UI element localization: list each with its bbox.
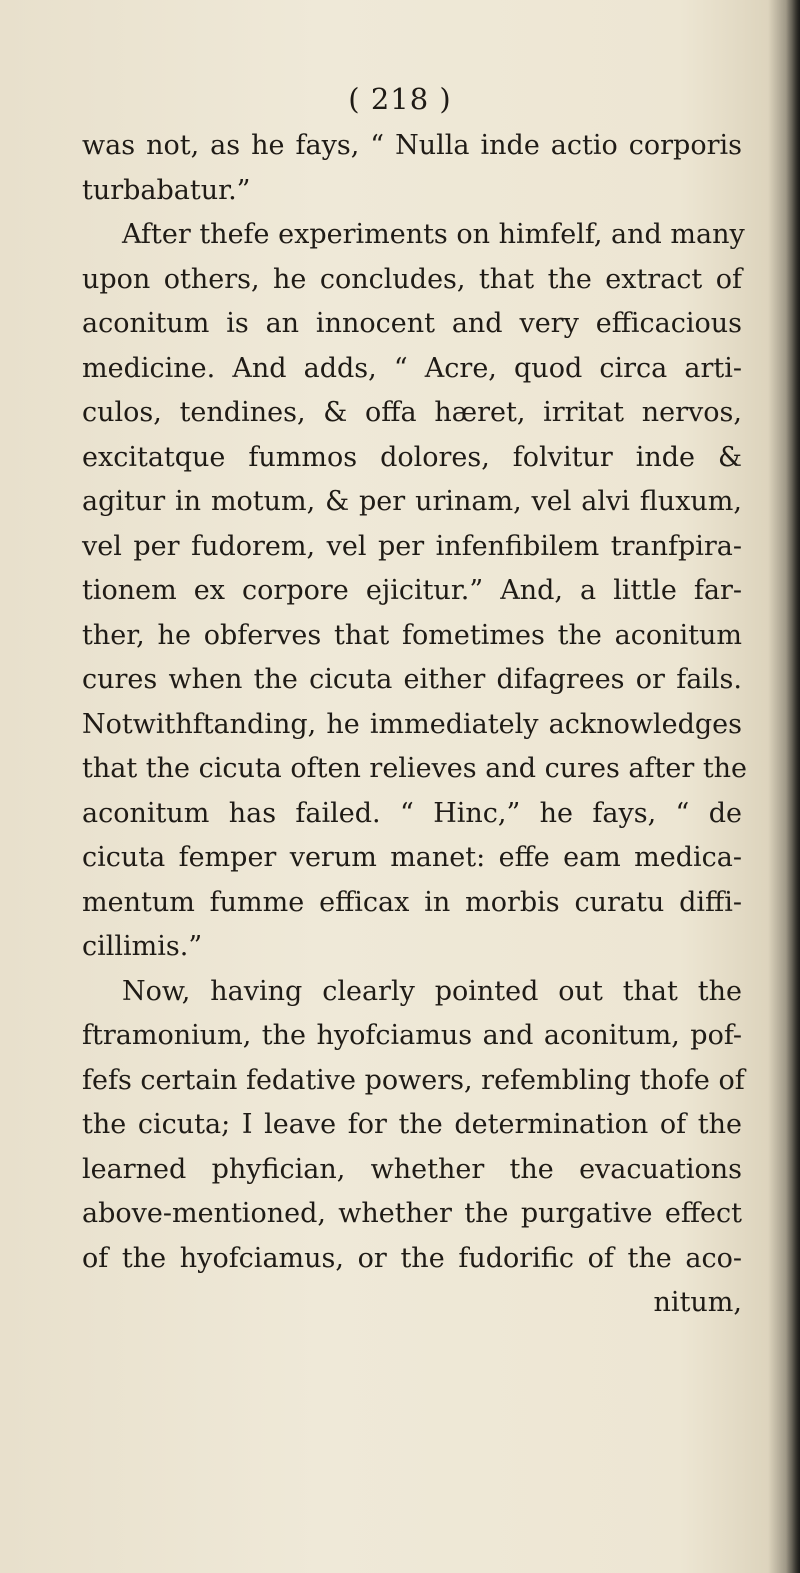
text-line: fefs certain fedative powers, refembling thofe of — [82, 1064, 745, 1096]
binding-edge-shadow — [786, 0, 800, 1573]
text-line: aconitum has failed. “ Hinc,” he fays, “ de — [82, 797, 742, 829]
text-line: above-mentioned, whether the purgative effect — [82, 1198, 742, 1229]
text-line: upon others, he concludes, that the extract of — [82, 263, 742, 295]
text-line: learned phyfician, whether the evacuations — [82, 1153, 742, 1185]
text-line: culos, tendines, & offa hæret, irritat nervos, — [82, 397, 742, 428]
paragraph-start-line: Now, having clearly pointed out that the — [122, 975, 742, 1007]
text-line: cicuta femper verum manet: effe eam medica- — [82, 842, 742, 873]
text-line: agitur in motum, & per urinam, vel alvi fluxum, — [82, 486, 742, 517]
text-line: turbabatur.” — [82, 174, 251, 206]
text-line: the cicuta; I leave for the determination of the — [82, 1109, 742, 1140]
body-text — [82, 124, 748, 1326]
text-line: Notwithftanding, he immediately acknowledges — [82, 708, 742, 740]
text-line: cillimis.” — [82, 931, 203, 962]
text-line: medicine. And adds, “ Acre, quod circa arti- — [82, 352, 742, 384]
text-line: ther, he obferves that fometimes the aconitum — [82, 619, 742, 651]
text-line: that the cicuta often relieves and cures after the — [82, 753, 748, 784]
text-line: vel per fudorem, vel per infenfibilem tranfpira- — [82, 530, 742, 562]
text-line: excitatque fummos dolores, folvitur inde & — [82, 441, 742, 473]
text-line: tionem ex corpore ejicitur.” And, a little far- — [82, 575, 742, 606]
text-line: mentum fumme efficax in morbis curatu diffi- — [82, 886, 742, 918]
text-line: was not, as he fays, “ Nulla inde actio corporis — [82, 130, 742, 161]
text-line: aconitum is an innocent and very efficacious — [82, 308, 742, 339]
text-line: of the hyofciamus, or the fudorific of the aco- — [82, 1242, 742, 1274]
text-line: cures when the cicuta either difagrees or fails. — [82, 664, 742, 695]
text-line: ftramonium, the hyofciamus and aconitum, pof- — [82, 1020, 742, 1051]
page-number: ( 218 ) — [348, 82, 452, 116]
paragraph-start-line: After thefe experiments on himfelf, and many — [122, 219, 745, 250]
catchword: nitum, — [653, 1287, 742, 1318]
